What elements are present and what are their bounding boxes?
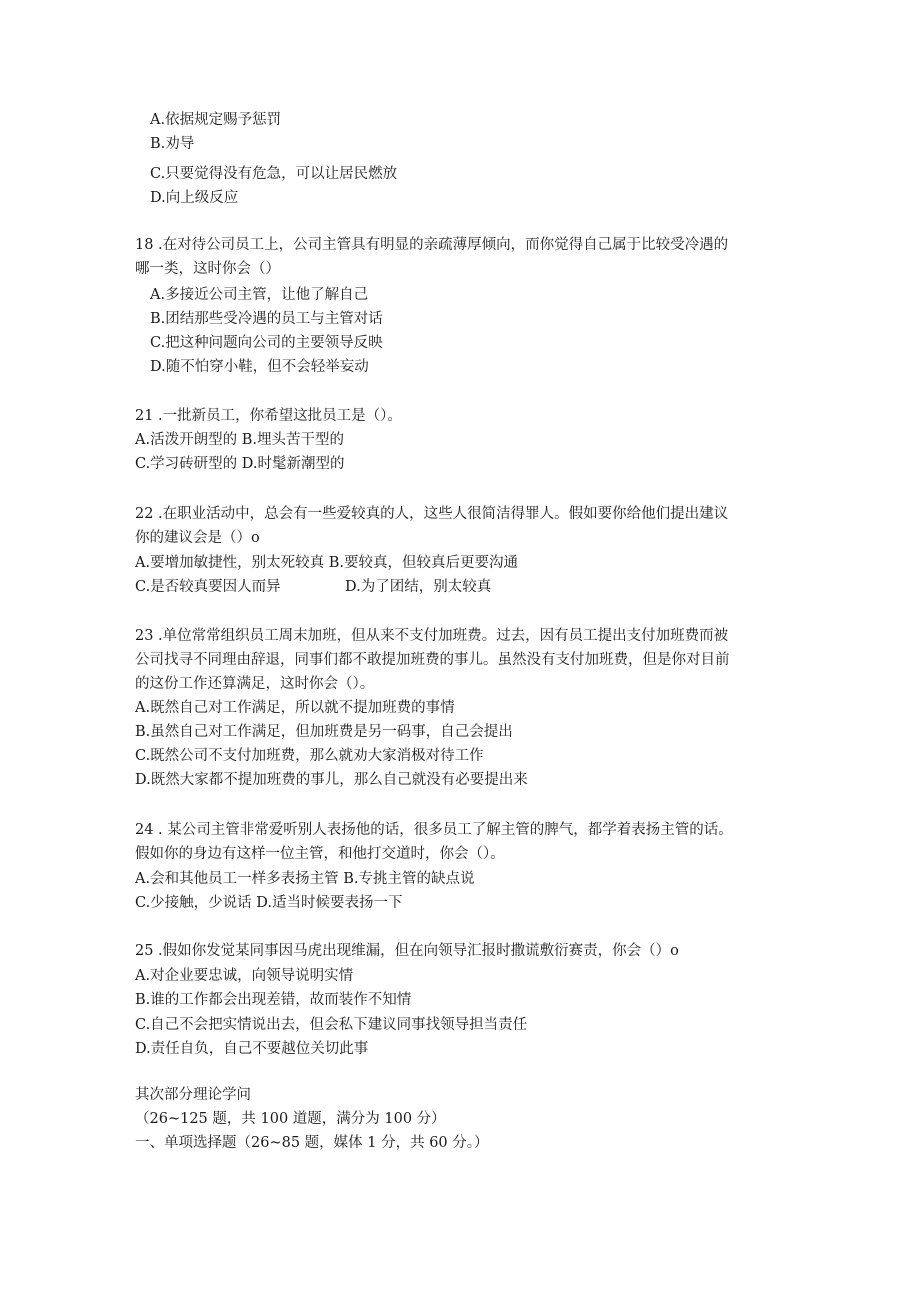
q23-option-b: B.虽然自己对工作满足，但加班费是另一码事，自己会提出: [135, 724, 513, 740]
part2-title: 其次部分理论学问: [135, 1087, 251, 1103]
q18-option-d: D.随不怕穿小鞋，但不会轻举妄动: [150, 359, 369, 375]
q18-option-c: C.把这种问题向公司的主要领导反映: [150, 335, 383, 351]
q24-stem-line1: 24 . 某公司主管非常爱听别人表扬他的话，很多员工了解主管的脾气，都学着表扬主管的话。: [135, 822, 733, 838]
part2-scope: （26~125 题，共 100 道题，满分为 100 分）: [135, 1111, 446, 1127]
q23-option-c: C.既然公司不支付加班费，那么就劝大家消极对待工作: [135, 748, 484, 764]
q18-option-a: A.多接近公司主管，让他了解自己: [150, 287, 369, 303]
q25-option-c: C.自己不会把实情说出去，但会私下建议同事找领导担当责任: [135, 1017, 528, 1033]
q22-stem-line2: 你的建议会是（）o: [135, 530, 260, 546]
prev-option-b: B.劝导: [150, 136, 195, 152]
q22-option-d: D.为了团结，别太较真: [345, 579, 492, 595]
q25-option-b: B.谁的工作都会出现差错，故而装作不知情: [135, 992, 412, 1008]
q21-options-line2: C.学习砖研型的 D.时髦新潮型的: [135, 456, 345, 472]
q25-option-d: D.责任自负，自己不要越位关切此事: [135, 1041, 369, 1057]
q25-option-a: A.对企业要忠诚，向领导说明实情: [135, 968, 354, 984]
q24-options-line2: C.少接触，少说话 D.适当时候要表扬一下: [135, 895, 403, 911]
part2-section-heading: 一、单项选择题（26~85 题，媒体 1 分，共 60 分。）: [135, 1135, 489, 1151]
prev-option-d: D.向上级反应: [150, 190, 239, 206]
q25-stem: 25 .假如你发觉某同事因马虎出现维漏，但在向领导汇报时撒谎敷衍赛责，你会（）o: [135, 943, 679, 959]
q23-stem-line1: 23 .单位常常组织员工周末加班，但从来不支付加班费。过去，因有员工提出支付加班费而被: [135, 628, 729, 644]
prev-option-c: C.只要觉得没有危急，可以让居民燃放: [150, 166, 398, 182]
prev-option-a: A.依据规定赐予惩罚: [150, 112, 282, 128]
q18-stem-line1: 18 .在对待公司员工上，公司主管具有明显的亲疏薄厚倾向，而你觉得自己属于比较受冷遇的: [135, 237, 729, 253]
q18-option-b: B.团结那些受冷遇的员工与主管对话: [150, 311, 383, 327]
q23-option-a: A.既然自己对工作满足，所以就不提加班费的事情: [135, 700, 455, 716]
q23-stem-line3: 的这份工作还算满足，这时你会（）。: [135, 676, 375, 692]
q24-stem-line2: 假如你的身边有这样一位主管，和他打交道时，你会（）。: [135, 846, 505, 862]
q23-option-d: D.既然大家都不提加班费的事儿，那么自己就没有必要提出来: [135, 772, 528, 788]
q18-stem-line2: 哪一类，这时你会（）: [135, 261, 280, 277]
q22-stem-line1: 22 .在职业活动中，总会有一些爱较真的人，这些人很简洁得罪人。假如要你给他们提出建议: [135, 506, 729, 522]
q21-stem: 21 .一批新员工，你希望这批员工是（）。: [135, 408, 402, 424]
q22-options-line1: A.要增加敏捷性，别太死较真 B.要较真，但较真后更要沟通: [135, 555, 518, 571]
q23-stem-line2: 公司找寻不同理由辞退，同事们都不敢提加班费的事儿。虽然没有支付加班费，但是你对目前: [135, 652, 730, 668]
q22-option-c: C.是否较真要因人而异: [135, 579, 281, 595]
q24-options-line1: A.会和其他员工一样多表扬主管 B.专挑主管的缺点说: [135, 871, 475, 887]
q21-options-line1: A.活泼开朗型的 B.埋头苦干型的: [135, 432, 344, 448]
